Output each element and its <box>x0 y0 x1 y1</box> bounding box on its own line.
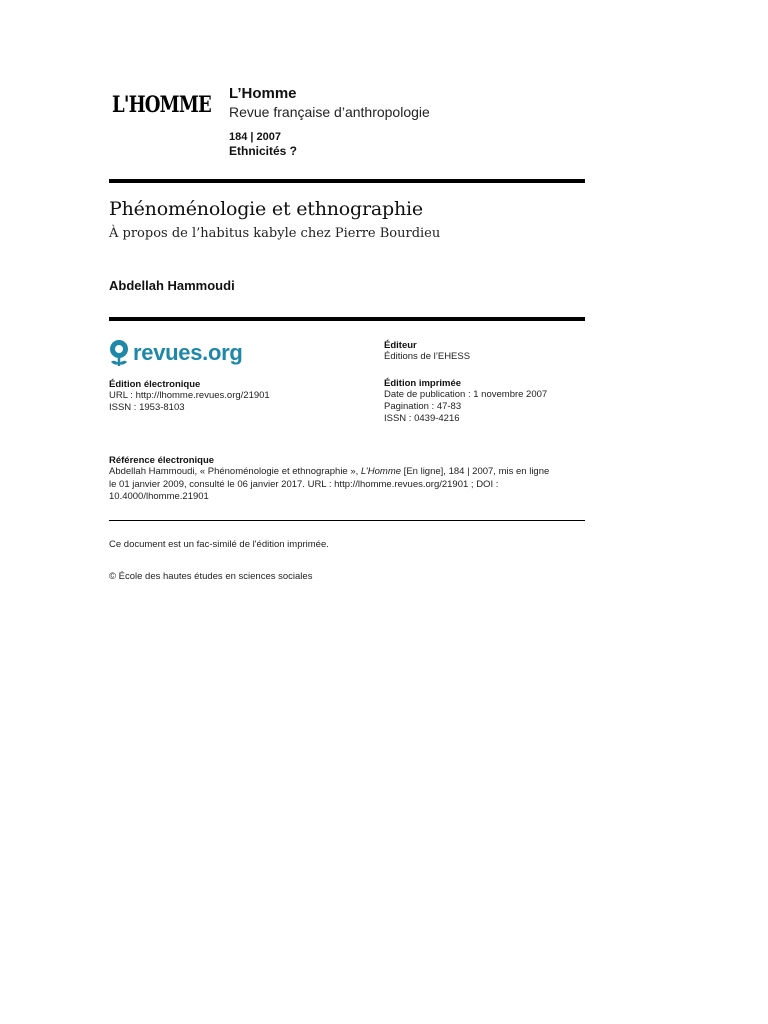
issue-theme: Ethnicités ? <box>229 144 298 158</box>
reference-heading: Référence électronique <box>109 455 215 466</box>
edition-electronique-heading: Édition électronique <box>109 379 201 390</box>
editeur-block <box>384 340 470 363</box>
middle-divider <box>109 317 585 321</box>
revues-org-wordmark: revues.org <box>133 340 243 365</box>
edition-electronique-url[interactable]: URL : http://lhomme.revues.org/21901 <box>109 390 270 401</box>
article-author: Abdellah Hammoudi <box>109 278 235 293</box>
journal-logo: L'HOMME <box>112 92 211 118</box>
editeur-name: Éditions de l’EHESS <box>384 351 471 362</box>
reference-line-2: le 01 janvier 2009, consulté le 06 janvier 2017. URL : http://lhomme.revues.org/21901 ; DOI : <box>109 478 499 490</box>
edition-electronique-block <box>109 379 270 414</box>
bottom-divider <box>109 520 585 521</box>
article-title: Phénoménologie et ethnographie <box>109 198 423 220</box>
reference-journal: L’Homme <box>360 466 402 477</box>
journal-subtitle: Revue française d’anthropologie <box>229 104 430 120</box>
issue-number: 184 | 2007 <box>229 131 282 143</box>
editeur-heading: Éditeur <box>384 340 417 351</box>
copyright-note: © École des hautes études en sciences sociales <box>109 571 313 582</box>
revues-org-logo[interactable] <box>108 338 243 368</box>
top-divider <box>109 179 585 183</box>
publication-date: Date de publication : 1 novembre 2007 <box>384 389 548 400</box>
reference-line-3: 10.4000/lhomme.21901 <box>109 491 209 502</box>
edition-imprimee-block <box>384 378 547 425</box>
edition-imprimee-heading: Édition imprimée <box>384 378 462 389</box>
revues-flower-icon <box>108 339 130 367</box>
article-subtitle: À propos de l’habitus kabyle chez Pierre Bourdieu <box>109 226 441 241</box>
edition-electronique-issn: ISSN : 1953-8103 <box>109 402 185 413</box>
pagination: Pagination : 47-83 <box>384 401 462 412</box>
reference-block <box>109 455 589 504</box>
journal-title: L’Homme <box>229 85 297 102</box>
facsimile-note: Ce document est un fac-similé de l'édition imprimée. <box>109 539 329 550</box>
reference-line-1: Abdellah Hammoudi, « Phénoménologie et ethnographie », L’Homme [En ligne], 184 | 2007, mis en ligne <box>109 466 550 477</box>
print-issn: ISSN : 0439-4216 <box>384 413 460 424</box>
